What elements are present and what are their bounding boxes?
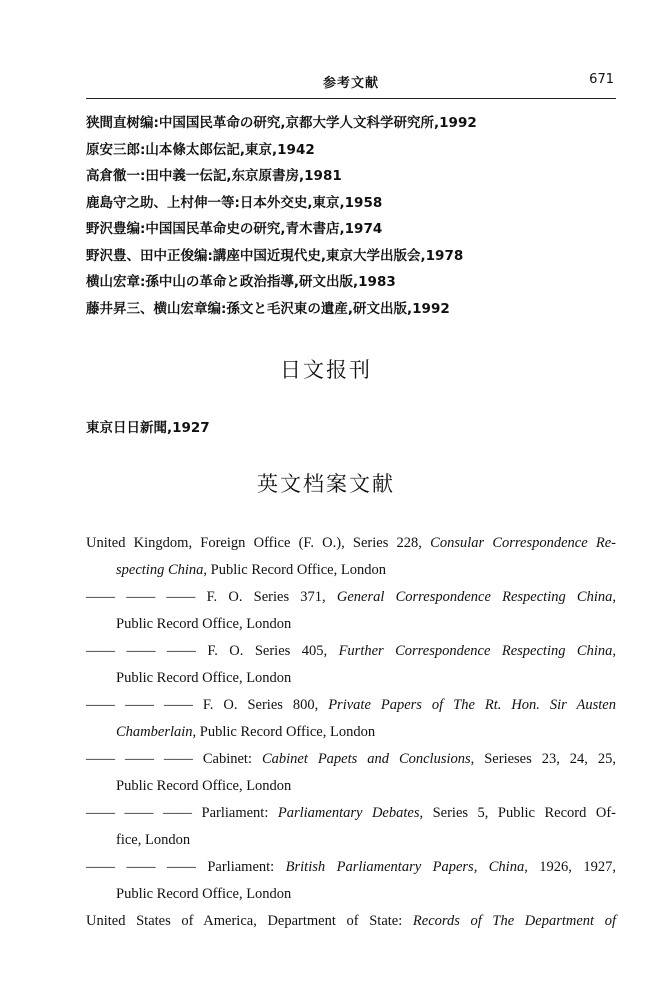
page-number: 671: [589, 72, 614, 87]
archive-entry: —— —— —— F. O. Series 405, Further Correspondence Respecting China, Public Record Office, London: [86, 643, 616, 686]
japanese-books-list: [86, 110, 626, 322]
reference-entry: 横山宏章:孫中山の革命と政治指導,研文出版,1983: [86, 274, 396, 290]
reference-entry: 野沢豊编:中国国民革命史の研究,青木書店,1974: [86, 221, 383, 237]
reference-entry: 鹿島守之助、上村伸一等:日本外交史,東京,1958: [86, 194, 383, 211]
english-archives-list: [86, 530, 616, 935]
periodical-entry: 東京日日新聞,1927: [86, 420, 210, 436]
reference-entry: 藤井昇三、横山宏章编:孫文と毛沢東の遺産,研文出版,1992: [86, 300, 450, 317]
archive-entry: United Kingdom, Foreign Office (F. O.), Series 228, Consular Correspondence Re- specting China, Public Record Office, London: [86, 535, 616, 578]
archive-entry: —— —— —— Cabinet: Cabinet Papets and Conclusions, Serieses 23, 24, 25, Public Record Office, London: [86, 751, 616, 794]
reference-entry: 高倉徹一:田中義一伝記,东京原書房,1981: [86, 168, 342, 184]
archive-entry: —— —— —— Parliament: British Parliamentary Papers, China, 1926, 1927, Public Record Office, London: [86, 859, 616, 902]
reference-entry: 狭間直树编:中国国民革命の研究,京都大学人文科学研究所,1992: [86, 115, 477, 131]
page-header: [86, 64, 616, 99]
reference-entry: 原安三郎:山本條太郎伝記,東京,1942: [86, 141, 315, 158]
archive-entry: —— —— —— Parliament: Parliamentary Debates, Series 5, Public Record Of- fice, London: [86, 805, 616, 848]
running-title: 参考文献: [322, 76, 379, 91]
section-heading-jp-periodicals: 日文报刊: [280, 358, 372, 382]
section-heading-en-archives: 英文档案文献: [257, 472, 395, 496]
archive-entry: —— —— —— F. O. Series 800, Private Papers of The Rt. Hon. Sir Austen Chamberlain, Public Record Office, London: [86, 697, 616, 740]
reference-entry: 野沢豊、田中正俊编:講座中国近現代史,東京大学出版会,1978: [86, 247, 464, 264]
archive-entry: United States of America, Department of State: Records of The Department of: [86, 913, 616, 929]
archive-entry: —— —— —— F. O. Series 371, General Correspondence Respecting China, Public Record Office, London: [86, 589, 616, 632]
